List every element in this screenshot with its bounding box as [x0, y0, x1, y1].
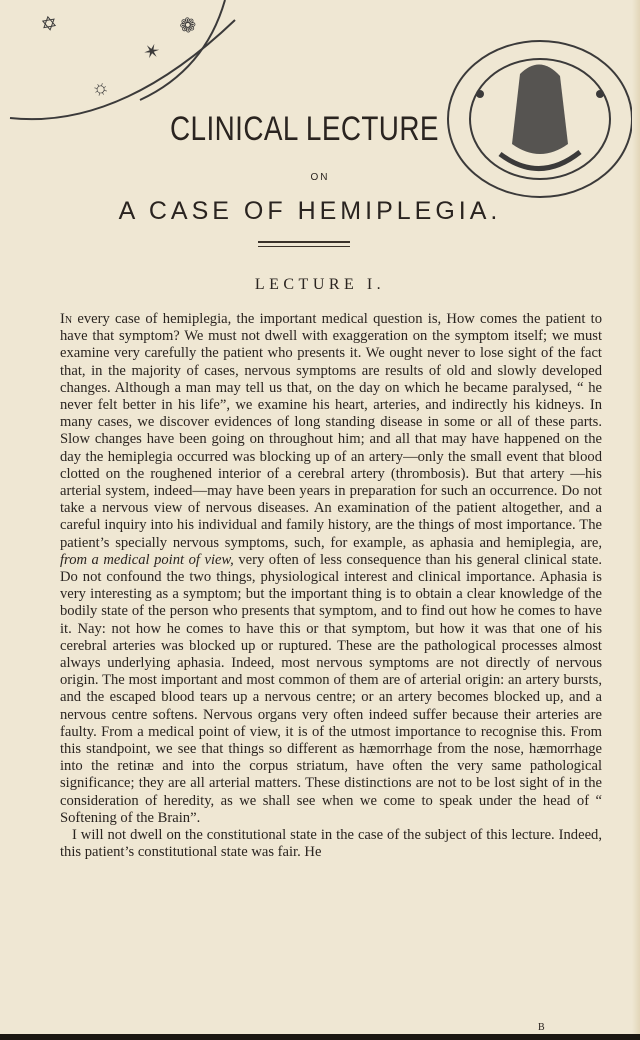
- svg-text:❁: ❁: [174, 12, 203, 40]
- title-divider: [258, 241, 350, 250]
- paragraph-1-emphasis: from a medical point of view,: [60, 551, 234, 568]
- paragraph-2: I will not dwell on the constitutional state in the case of the subject of this lecture. Indeed, this patient’s constitutional state was fair. He: [60, 827, 602, 861]
- page-bottom-edge: [0, 1030, 640, 1040]
- paragraph-1-text-b: very often of less consequence than his general clinical state. Do not confound the two things, physiological interest and clinical importance. Aphasia is very interesting as a symptom; but the important thing is to obtain a clear knowledge of the bodily state of the person who presents that symptom, and to find out how he comes to have it. Nay: not how he comes to have this or that symptom, but how it was that one of his cerebral arteries was blocked up or ruptured. These are the pathological processes almost always underlying aphasia. Indeed, most nervous symptoms are not directly of nervous origin. The most important and most common of them are of arterial origin: an artery bursts, and the escaped blood tears up a nervous centre; or an artery becomes blocked up, and a nervous centre softens. Nervous organs very often indeed suffer because their arteries are faulty. From a medical point of view, it is of the utmost importance to recognise this. From this standpoint, we see that things so different as hæmorrhage from the nose, hæmorrhage into the retinæ and into the corpus striatum, have often the very same pathological significance; they are all arterial matters. These distinctions are not to be lost sight of in the consideration of heredity, as we shall see when we come to speak under the head of “ Softening of the Brain”.: [60, 551, 602, 826]
- lecture-subtitle: A CASE OF HEMIPLEGIA.: [118, 197, 502, 225]
- page-edge-shadow: [632, 0, 640, 1040]
- svg-text:✡: ✡: [39, 12, 60, 37]
- paragraph-1-text-a: every case of hemiplegia, the important medical question is, How comes the patient to have that symptom? We must not dwell with exaggeration on the symptom itself; we must examine very carefully the patient who presents it. We ought never to lose sight of the fact that, in the majority of cases, nervous symptoms are results of old and slowly developed changes. Although a man may tell us that, on the day on which he became paralysed, “ he never felt better in his life”, we examine his heart, arteries, and indirectly his kidneys. In many cases, we discover evidences of long standing disease in some or all of these parts. Slow changes have been going on throughout him; and all that may have happened on the day the hemiplegia occurred was blocking up of an artery—only the small event that blood clotted on the roughened interior of a cerebral artery (thrombosis). But that artery —his arterial system, indeed—may have been years in preparation for such an occurrence. Do not take a nervous view of nervous diseases. An examination of the patient altogether, and a careful inquiry into his individual and family history, are the things of most importance. The patient’s specially nervous symptoms, such, for example, as aphasia and hemiplegia, are,: [60, 311, 602, 551]
- body-text: [60, 311, 602, 862]
- svg-text:☼: ☼: [86, 74, 114, 103]
- signature-mark: B: [538, 1022, 545, 1033]
- title-connector: ON: [310, 172, 330, 183]
- lecture-heading: LECTURE I.: [254, 276, 386, 293]
- paragraph-lead-word: In: [60, 311, 73, 327]
- paragraph-1: [60, 311, 602, 827]
- svg-text:✶: ✶: [139, 38, 167, 66]
- lecture-title: CLINICAL LECTURE: [170, 110, 439, 148]
